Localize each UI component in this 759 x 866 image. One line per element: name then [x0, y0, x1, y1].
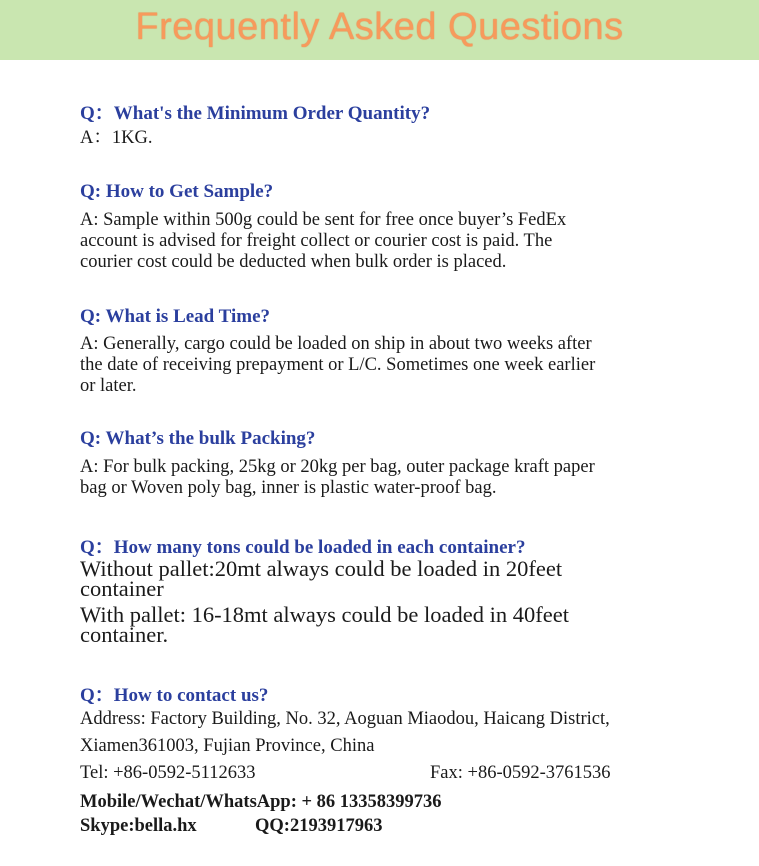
- answer-line: A: For bulk packing, 25kg or 20kg per bag, outer package kraft paper: [80, 457, 595, 477]
- answer-line: the date of receiving prepayment or L/C. Sometimes one week earlier: [80, 355, 596, 375]
- answer-line: With pallet: 16-18mt always could be loaded in 40feet: [80, 602, 569, 627]
- faq-answer: [80, 210, 566, 273]
- faq-question: Q: What’s the bulk Packing?: [80, 428, 316, 449]
- faq-question: Q: What is Lead Time?: [80, 306, 271, 327]
- answer-line: or later.: [80, 376, 137, 396]
- answer-line: account is advised for freight collect or courier cost is paid. The: [80, 231, 553, 251]
- contact-qq: QQ:2193917963: [255, 816, 383, 836]
- answer-line: container.: [80, 622, 169, 647]
- faq-question: Q：How many tons could be loaded in each container?: [80, 537, 526, 558]
- faq-answer: [80, 457, 595, 499]
- contact-address-line2: Xiamen361003, Fujian Province, China: [80, 736, 375, 756]
- faq-answer: [80, 334, 595, 397]
- contact-mobile: Mobile/Wechat/WhatsApp: + 86 13358399736: [80, 792, 442, 812]
- faq-answer: [80, 128, 152, 149]
- contact-fax: Fax: +86-0592-3761536: [430, 763, 611, 783]
- contact-address-line1: Address: Factory Building, No. 32, Aoguan Miaodou, Haicang District,: [80, 709, 610, 729]
- answer-line: container: [80, 576, 164, 601]
- answer-line: bag or Woven poly bag, inner is plastic water-proof bag.: [80, 478, 497, 498]
- page-title: Frequently Asked Questions: [135, 6, 624, 48]
- answer-line: A: Sample within 500g could be sent for free once buyer’s FedEx: [80, 210, 567, 230]
- answer-line: A: Generally, cargo could be loaded on ship in about two weeks after: [80, 334, 592, 354]
- answer-line: courier cost could be deducted when bulk order is placed.: [80, 252, 507, 272]
- faq-question: Q：What's the Minimum Order Quantity?: [80, 103, 431, 124]
- header-banner: [0, 0, 759, 60]
- contact-skype: Skype:bella.hx: [80, 816, 197, 836]
- contact-tel: Tel: +86-0592-5112633: [80, 763, 256, 783]
- answer-line: Without pallet:20mt always could be loaded in 20feet: [80, 556, 563, 581]
- faq-question: Q: How to Get Sample?: [80, 181, 274, 202]
- answer-line: A：1KG.: [80, 128, 153, 148]
- faq-question: Q：How to contact us?: [80, 685, 269, 706]
- faq-answer: [80, 556, 569, 647]
